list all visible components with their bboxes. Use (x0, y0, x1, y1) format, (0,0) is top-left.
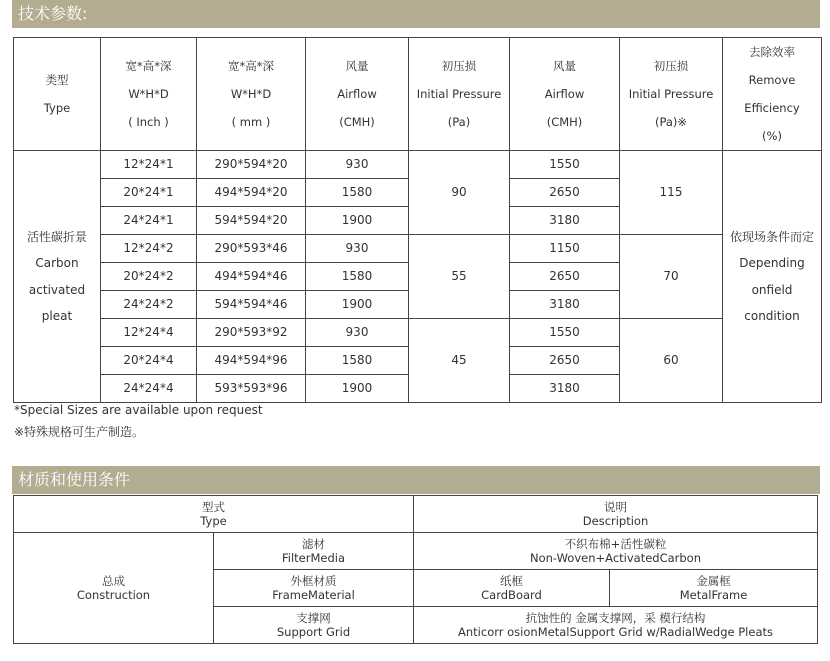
pressure1-cell: 55 (409, 235, 510, 319)
airflow2-cell: 1550 (510, 151, 620, 179)
size-inch-cell: 20*24*1 (101, 179, 197, 207)
size-mm-cell: 594*594*20 (197, 207, 306, 235)
airflow1-cell: 930 (306, 235, 409, 263)
size-mm-cell: 494*594*20 (197, 179, 306, 207)
size-mm-cell: 494*594*46 (197, 263, 306, 291)
size-mm-cell: 290*593*46 (197, 235, 306, 263)
size-inch-cell: 12*24*2 (101, 235, 197, 263)
airflow1-cell: 930 (306, 151, 409, 179)
filter-media-label: 滤材 FilterMedia (214, 533, 414, 570)
airflow2-cell: 3180 (510, 375, 620, 403)
pressure1-cell: 90 (409, 151, 510, 235)
table-row (14, 151, 822, 179)
construction-cell: 总成 Construction (14, 533, 214, 644)
pressure2-cell: 115 (620, 151, 723, 235)
special-sizes-note-cn: ※特殊规格可生产制造。 (14, 425, 145, 439)
size-inch-cell: 24*24*4 (101, 375, 197, 403)
size-mm-cell: 290*594*20 (197, 151, 306, 179)
efficiency-cell: 依现场条件而定 Depending onfield condition (723, 151, 822, 403)
tech-params-table (13, 37, 822, 403)
airflow2-cell: 2650 (510, 179, 620, 207)
description-header: 说明 Description (414, 496, 818, 533)
size-mm-cell: 290*593*92 (197, 319, 306, 347)
size-mm-cell: 594*594*46 (197, 291, 306, 319)
size-mm-cell: 494*594*96 (197, 347, 306, 375)
size-inch-cell: 12*24*1 (101, 151, 197, 179)
table-row (14, 319, 822, 347)
size-inch-cell: 20*24*2 (101, 263, 197, 291)
header-pressure-1: 初压损 Initial Pressure (Pa) (409, 38, 510, 151)
airflow1-cell: 1580 (306, 263, 409, 291)
airflow1-cell: 1900 (306, 375, 409, 403)
pressure1-cell: 45 (409, 319, 510, 403)
support-grid-desc: 抗蚀性的 金属支撑网，采 模行结构 Anticorr osionMetalSupport Grid w/RadialWedge Pleats (414, 607, 818, 644)
table-row (14, 235, 822, 263)
airflow1-cell: 930 (306, 319, 409, 347)
support-grid-label: 支撑网 Support Grid (214, 607, 414, 644)
header-size-inch: 宽*高*深 W*H*D ( Inch ) (101, 38, 197, 151)
airflow1-cell: 1900 (306, 291, 409, 319)
size-inch-cell: 24*24*2 (101, 291, 197, 319)
pressure2-cell: 70 (620, 235, 723, 319)
materials-header-row (14, 496, 818, 533)
header-size-mm: 宽*高*深 W*H*D ( mm ) (197, 38, 306, 151)
airflow2-cell: 1150 (510, 235, 620, 263)
airflow2-cell: 3180 (510, 207, 620, 235)
airflow2-cell: 3180 (510, 291, 620, 319)
size-inch-cell: 12*24*4 (101, 319, 197, 347)
header-efficiency: 去除效率 Remove Efficiency (%) (723, 38, 822, 151)
tech-params-title: 技术参数: (12, 0, 820, 28)
airflow1-cell: 1580 (306, 347, 409, 375)
frame-metal-cell: 金属框 MetalFrame (610, 570, 818, 607)
airflow2-cell: 2650 (510, 263, 620, 291)
header-airflow-1: 风量 Airflow (CMH) (306, 38, 409, 151)
size-mm-cell: 593*593*96 (197, 375, 306, 403)
airflow2-cell: 2650 (510, 347, 620, 375)
header-type: 类型 Type (14, 38, 101, 151)
frame-material-label: 外框材质 FrameMaterial (214, 570, 414, 607)
materials-table (13, 495, 818, 644)
size-inch-cell: 24*24*1 (101, 207, 197, 235)
header-pressure-2: 初压损 Initial Pressure (Pa)※ (620, 38, 723, 151)
filter-media-desc: 不织布棉+活性碳粒 Non-Woven+ActivatedCarbon (414, 533, 818, 570)
airflow2-cell: 1550 (510, 319, 620, 347)
size-inch-cell: 20*24*4 (101, 347, 197, 375)
airflow1-cell: 1900 (306, 207, 409, 235)
header-row (14, 38, 822, 151)
materials-title: 材质和使用条件 (12, 466, 820, 494)
pressure2-cell: 60 (620, 319, 723, 403)
frame-cardboard-cell: 纸框 CardBoard (414, 570, 610, 607)
table-row (14, 533, 818, 570)
special-sizes-note-en: *Special Sizes are available upon request (14, 403, 263, 417)
type-cell: 活性碳折景 Carbon activated pleat (14, 151, 101, 403)
header-airflow-2: 风量 Airflow (CMH) (510, 38, 620, 151)
type-header: 型式 Type (14, 496, 414, 533)
airflow1-cell: 1580 (306, 179, 409, 207)
